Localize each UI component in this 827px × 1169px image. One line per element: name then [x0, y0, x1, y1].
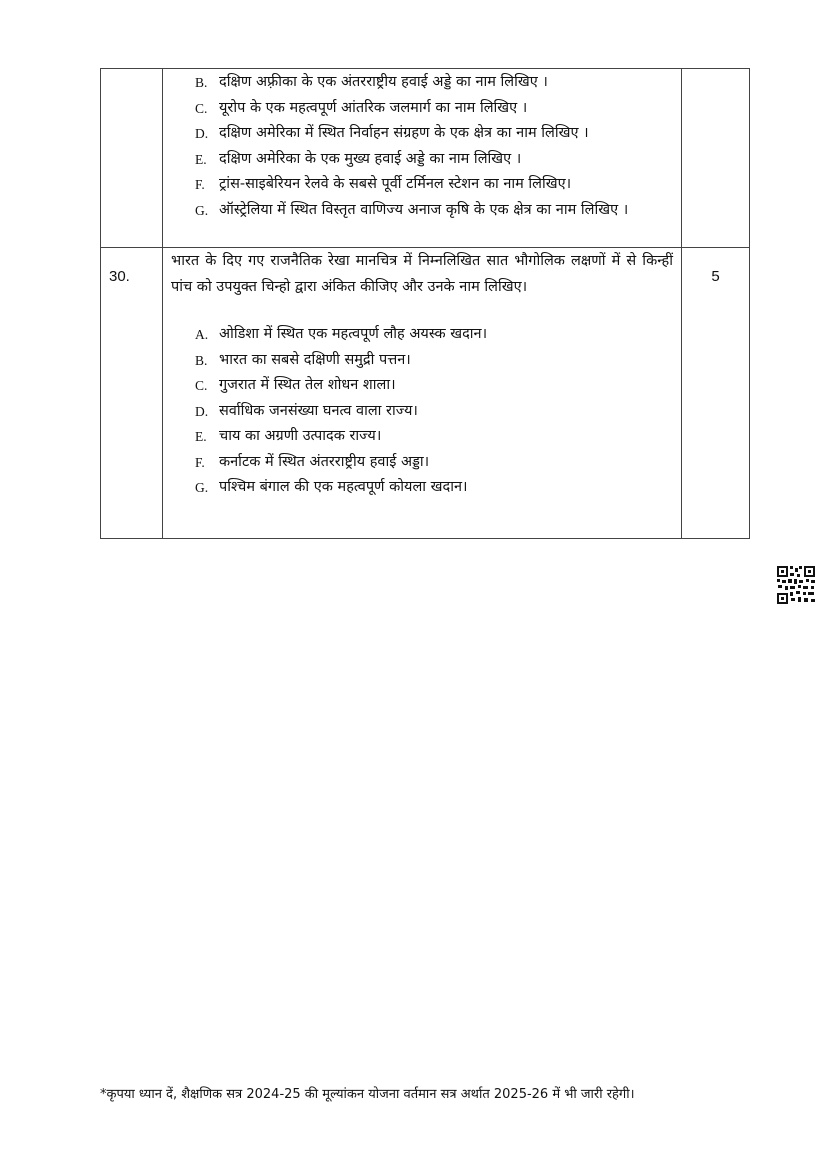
footer-note: *कृपया ध्यान दें, शैक्षणिक सत्र 2024-25 की मूल्यांकन योजना वर्तमान सत्र अर्थात 2025-26 में भी जारी रहेगी। — [100, 1087, 635, 1102]
list-item: C. यूरोप के एक महत्वपूर्ण आंतरिक जलमार्ग का नाम लिखिए । — [195, 99, 528, 116]
list-item: E. चाय का अग्रणी उत्पादक राज्य। — [195, 428, 382, 444]
list-item: F. ट्रांस-साइबेरियन रेलवे के सबसे पूर्वी टर्मिनल स्टेशन का नाम लिखिए। — [195, 176, 572, 192]
list-item: F. कर्नाटक में स्थित अंतरराष्ट्रीय हवाई अड्डा। — [195, 453, 430, 470]
list-item: D. सर्वाधिक जनसंख्या घनत्व वाला राज्य। — [195, 402, 418, 419]
list-item: B. भारत का सबसे दक्षिणी समुद्री पत्तन। — [195, 351, 411, 368]
question-30-row — [101, 248, 750, 539]
list-item: G. ऑस्ट्रेलिया में स्थित विस्तृत वाणिज्य अनाज कृषि के एक क्षेत्र का नाम लिखिए । — [195, 201, 629, 218]
list-item: G. पश्चिम बंगाल की एक महत्वपूर्ण कोयला खदान। — [195, 479, 468, 495]
q29-options-list — [163, 69, 681, 223]
question-table — [100, 68, 750, 539]
question-number-cell — [101, 248, 163, 539]
question-body-cell — [163, 248, 682, 539]
question-number-cell — [101, 69, 163, 248]
list-item: B. दक्षिण अफ़्रीका के एक अंतरराष्ट्रीय हवाई अड्डे का नाम लिखिए । — [195, 74, 548, 90]
question-body-cell — [163, 69, 682, 248]
marks-cell — [682, 69, 750, 248]
list-item: D. दक्षिण अमेरिका में स्थित निर्वाहन संग्रहण के एक क्षेत्र का नाम लिखिए । — [195, 125, 589, 141]
question-stem: भारत के दिए गए राजनैतिक रेखा मानचित्र में निम्नलिखित सात भौगोलिक लक्षणों में से किन्हीं पांच को उपयुक्त चिन्हो द्वारा अंकित कीजिए और उनके नाम लिखिए। — [171, 253, 673, 295]
qr-code-icon — [776, 565, 816, 605]
list-item: C. गुजरात में स्थित तेल शोधन शाला। — [195, 377, 396, 393]
list-item: E. दक्षिण अमेरिका के एक मुख्य हवाई अड्डे का नाम लिखिए । — [195, 150, 522, 167]
question-29-continued-row — [101, 69, 750, 248]
list-item: A. ओडिशा में स्थित एक महत्वपूर्ण लौह अयस्क खदान। — [195, 326, 488, 342]
question-number: 30. — [109, 268, 130, 285]
question-marks: 5 — [711, 268, 720, 285]
q30-options-list — [163, 300, 681, 501]
marks-cell — [682, 248, 750, 539]
